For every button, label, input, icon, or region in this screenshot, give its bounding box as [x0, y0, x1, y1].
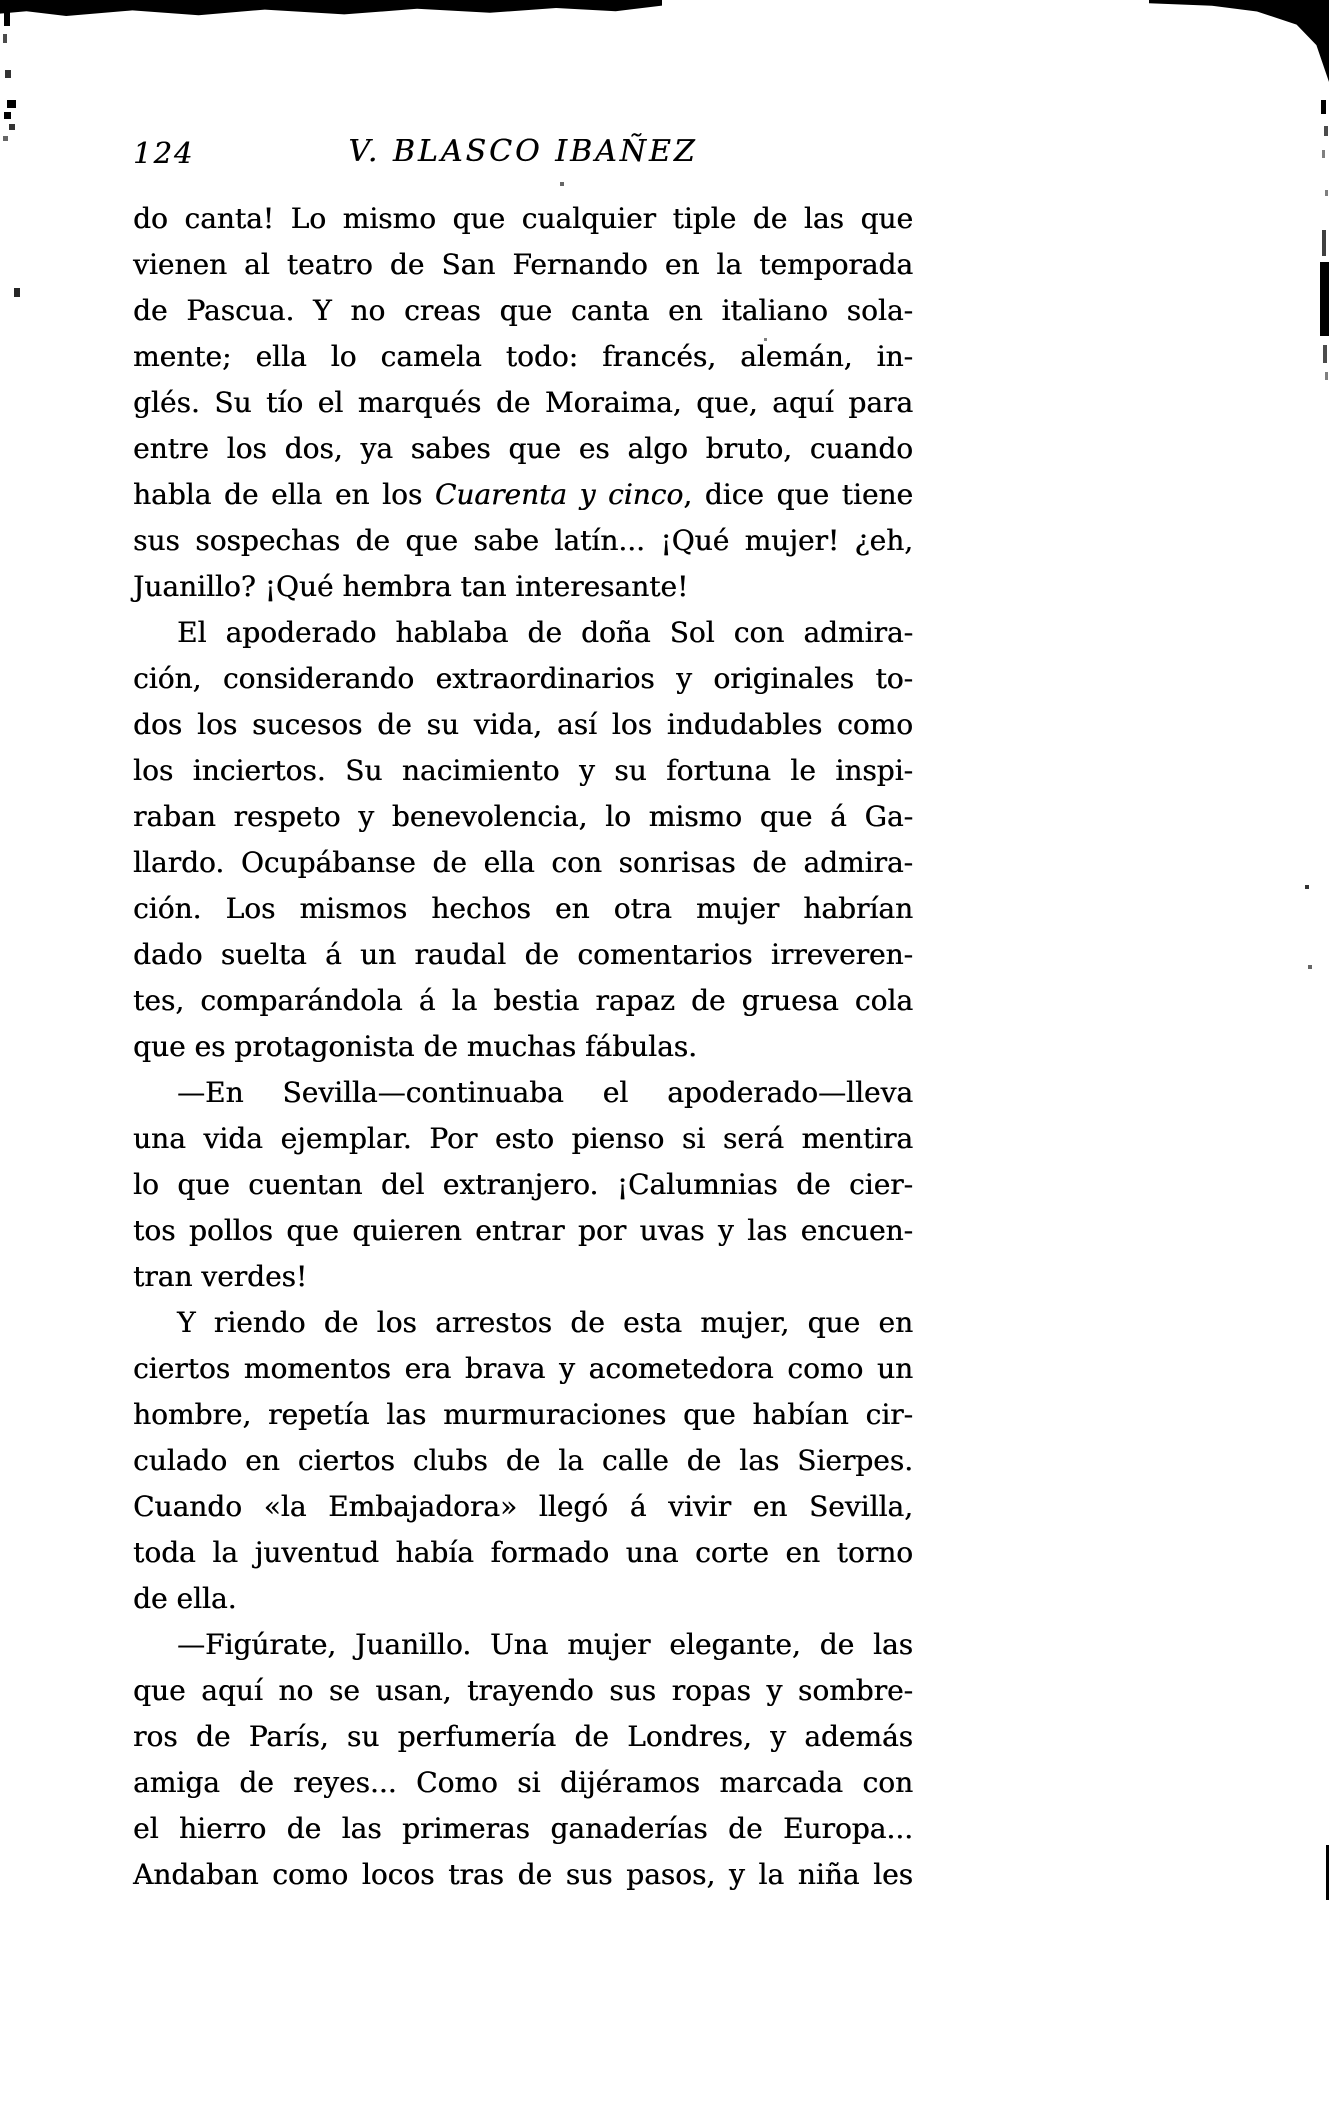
scan-artifact-speck: [3, 34, 7, 43]
text-line: glés. Su tío el marqués de Moraima, que, aquí para: [133, 386, 913, 419]
scan-artifact-speck: [1322, 150, 1325, 158]
text-line: dos los sucesos de su vida, así los indudables como: [133, 708, 913, 741]
scan-artifact-speck: [1325, 372, 1328, 380]
text-line: Y riendo de los arrestos de esta mujer, que en: [177, 1306, 913, 1339]
scan-artifact-right-edge-blob: [1320, 262, 1329, 336]
running-title: V. BLASCO IBAÑEZ: [348, 134, 698, 169]
text-line: habla de ella en los Cuarenta y cinco, dice que tiene: [133, 478, 913, 511]
text-line: mente; ella lo camela todo: francés, alemán, in-: [133, 340, 913, 373]
scan-artifact-speck: [1324, 126, 1328, 136]
scan-artifact-speck: [1321, 100, 1326, 114]
scan-artifact-speck: [5, 70, 11, 78]
text-line: raban respeto y benevolencia, lo mismo que á Ga-: [133, 800, 913, 833]
text-line: tos pollos que quieren entrar por uvas y las encuen-: [133, 1214, 913, 1247]
text-line: Cuando «la Embajadora» llegó á vivir en Sevilla,: [133, 1490, 913, 1523]
text-line: de ella.: [133, 1582, 237, 1615]
text-line: llardo. Ocupábanse de ella con sonrisas de admira-: [133, 846, 913, 879]
scan-artifact-speck: [1323, 345, 1327, 363]
text-line: ciertos momentos era brava y acometedora como un: [133, 1352, 913, 1385]
scan-artifact-speck: [1322, 230, 1326, 256]
scan-artifact-speck: [14, 288, 20, 297]
text-line: culado en ciertos clubs de la calle de las Sierpes.: [133, 1444, 913, 1477]
body-text: [133, 196, 913, 1898]
paragraph: [133, 1622, 913, 1898]
text-line: que aquí no se usan, trayendo sus ropas y sombre-: [133, 1674, 913, 1707]
text-line: que es protagonista de muchas fábulas.: [133, 1030, 697, 1063]
scan-artifact-speck: [4, 112, 11, 119]
text-line: una vida ejemplar. Por esto pienso si será mentira: [133, 1122, 913, 1155]
text-line: el hierro de las primeras ganaderías de Europa...: [133, 1812, 913, 1845]
paragraph: [133, 196, 913, 610]
scan-artifact-speck: [3, 136, 8, 141]
scan-artifact-speck: [7, 100, 16, 108]
paragraph: [133, 1070, 913, 1300]
text-line: hombre, repetía las murmuraciones que habían cir-: [133, 1398, 913, 1431]
text-line: lo que cuentan del extranjero. ¡Calumnias de cier-: [133, 1168, 913, 1201]
text-line: de Pascua. Y no creas que canta en italiano sola-: [133, 294, 913, 327]
scan-artifact-speck: [9, 124, 15, 130]
text-line: El apoderado hablaba de doña Sol con admira-: [177, 616, 913, 649]
text-line: Andaban como locos tras de sus pasos, y la niña les: [133, 1858, 913, 1891]
text-line: ción, considerando extraordinarios y originales to-: [133, 662, 913, 695]
text-line: sus sospechas de que sabe latín... ¡Qué mujer! ¿eh,: [133, 524, 913, 557]
text-line: —Figúrate, Juanillo. Una mujer elegante, de las: [177, 1628, 913, 1661]
text-line: tes, comparándola á la bestia rapaz de gruesa cola: [133, 984, 913, 1017]
text-line: entre los dos, ya sabes que es algo bruto, cuando: [133, 432, 913, 465]
text-line: ción. Los mismos hechos en otra mujer habrían: [133, 892, 913, 925]
scan-artifact-top-bar: [0, 0, 662, 16]
scan-artifact-speck: [560, 182, 564, 186]
scan-artifact-speck: [4, 12, 10, 26]
text-line: ros de París, su perfumería de Londres, y además: [133, 1720, 913, 1753]
text-line: vienen al teatro de San Fernando en la temporada: [133, 248, 913, 281]
page-header: [133, 134, 913, 174]
paragraph: [133, 610, 913, 1070]
text-line: dado suelta á un raudal de comentarios irreveren-: [133, 938, 913, 971]
scan-artifact-top-right-corner: [1149, 0, 1329, 82]
scan-artifact-speck: [1325, 190, 1328, 196]
text-line: amiga de reyes... Como si dijéramos marcada con: [133, 1766, 913, 1799]
scan-artifact-speck: [1305, 885, 1309, 889]
text-line: tran verdes!: [133, 1260, 308, 1293]
text-line: los inciertos. Su nacimiento y su fortuna le inspi-: [133, 754, 913, 787]
scan-artifact-speck: [1308, 965, 1312, 969]
text-line: do canta! Lo mismo que cualquier tiple de las que: [133, 202, 913, 235]
text-line: —En Sevilla—continuaba el apoderado—lleva: [177, 1076, 913, 1109]
text-line: toda la juventud había formado una corte en torno: [133, 1536, 913, 1569]
page-number: 124: [133, 136, 195, 170]
text-line: Juanillo? ¡Qué hembra tan interesante!: [133, 570, 689, 603]
paragraph: [133, 1300, 913, 1622]
